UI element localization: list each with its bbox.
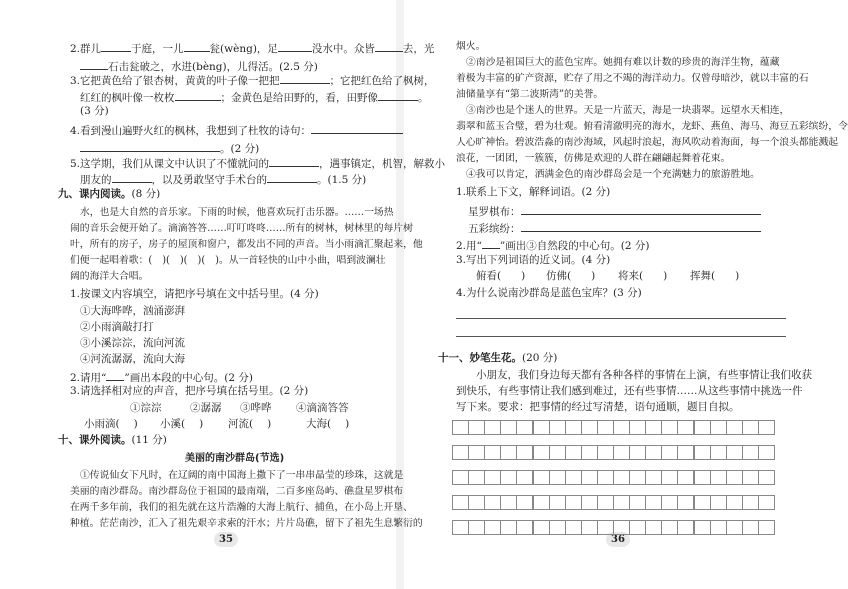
answer-line[interactable]	[456, 336, 786, 337]
passage-9-line: 叶，所有的房子，房子的屋顶和窗户，都发出不同的声音。当小雨滴汇聚起来，他	[70, 239, 423, 250]
grid-cell[interactable]	[468, 445, 485, 460]
grid-cell[interactable]	[758, 445, 775, 460]
grid-cell[interactable]	[694, 445, 711, 460]
writing-prompt-line: 写下来。要求：把事情的经过写清楚，语句通顺，题目自拟。	[456, 401, 740, 413]
grid-cell[interactable]	[597, 520, 614, 535]
grid-cell[interactable]	[677, 495, 694, 510]
option-3: ③小溪淙淙，流向河流	[80, 337, 185, 349]
grid-cell[interactable]	[661, 470, 678, 485]
question-4-line-2: 。(2 分)	[80, 140, 259, 156]
grid-cell[interactable]	[661, 420, 678, 435]
word-explain-2: 五彩缤纷：	[468, 220, 761, 236]
sound-fill-1[interactable]: 小雨滴( )	[84, 418, 138, 430]
answer-blank[interactable]	[311, 122, 403, 134]
grid-cell[interactable]	[581, 470, 598, 485]
answer-blank[interactable]	[80, 58, 108, 70]
grid-cell[interactable]	[565, 495, 582, 510]
question-5-line-2: 朋友的 ，以及勇敢坚守手术台的 。(1.5 分)	[80, 171, 366, 187]
answer-line[interactable]	[456, 318, 786, 319]
grid-cell[interactable]	[500, 470, 517, 485]
grid-cell[interactable]	[613, 420, 630, 435]
grid-cell[interactable]	[581, 520, 598, 535]
synonym-fill-1[interactable]: 俯看( )	[476, 270, 526, 282]
grid-cell[interactable]	[452, 470, 469, 485]
sound-fill-3[interactable]: 河流( )	[228, 418, 272, 430]
question-10-4: 4.为什么说南沙群岛是蓝色宝库？(3 分)	[456, 287, 642, 299]
grid-cell[interactable]	[710, 470, 727, 485]
grid-cell[interactable]	[484, 445, 501, 460]
grid-cell[interactable]	[516, 445, 533, 460]
passage-9-line: 们便一起唱着歌：( )( )( )( )。从一首轻快的山中小曲，唱到波澜壮	[70, 255, 386, 266]
grid-cell[interactable]	[758, 420, 775, 435]
grid-cell[interactable]	[645, 470, 662, 485]
grid-cell[interactable]	[468, 420, 485, 435]
grid-cell[interactable]	[710, 420, 727, 435]
grid-cell[interactable]	[677, 420, 694, 435]
grid-cell[interactable]	[597, 420, 614, 435]
grid-cell[interactable]	[758, 470, 775, 485]
grid-cell[interactable]	[597, 470, 614, 485]
grid-cell[interactable]	[500, 445, 517, 460]
grid-cell[interactable]	[645, 495, 662, 510]
grid-cell[interactable]	[516, 520, 533, 535]
article-para-2-line: 油储量享有“第二波斯湾”的美誉。	[456, 89, 604, 100]
answer-blank[interactable]	[267, 171, 317, 183]
answer-blank[interactable]	[101, 40, 131, 52]
grid-cell[interactable]	[549, 495, 566, 510]
option-4: ④河流潺潺，流向大海	[80, 353, 185, 365]
answer-blank[interactable]	[184, 40, 210, 52]
answer-blank[interactable]	[280, 72, 330, 84]
question-3-score: (3 分)	[80, 105, 109, 117]
question-2-line-1: 2.群儿 于庭，一儿 瓮(wèng)，足 没水中。众皆 去，光	[70, 40, 434, 56]
grid-cell[interactable]	[549, 470, 566, 485]
grid-cell[interactable]	[677, 520, 694, 535]
article-para-2-line: ②南沙是祖国巨大的蓝色宝库。她拥有难以计数的珍贵的海洋生物，蕴藏	[466, 57, 780, 68]
grid-cell[interactable]	[565, 520, 582, 535]
article-para-3-line: 人心旷神怡。碧波浩淼的南沙海域，风起时浪起，海风吹动着海面，每一个浪头都能溅起	[456, 137, 839, 148]
grid-cell[interactable]	[629, 495, 646, 510]
underline-mark	[482, 237, 500, 249]
question-9-3: 3.请选择相对应的声音，把序号填在括号里。(2 分)	[70, 385, 309, 397]
grid-cell[interactable]	[661, 520, 678, 535]
grid-cell[interactable]	[516, 470, 533, 485]
grid-cell[interactable]	[694, 470, 711, 485]
article-para-3-line: ③南沙也是个迷人的世界。天是一片蓝天，海是一块翡翠。远望水天相连，	[466, 105, 790, 116]
grid-cell[interactable]	[549, 420, 566, 435]
grid-cell[interactable]	[710, 520, 727, 535]
grid-cell[interactable]	[484, 495, 501, 510]
sound-fill-4[interactable]: 大海( )	[306, 418, 350, 430]
grid-cell[interactable]	[645, 520, 662, 535]
grid-cell[interactable]	[597, 495, 614, 510]
grid-cell[interactable]	[484, 470, 501, 485]
grid-cell[interactable]	[710, 495, 727, 510]
grid-cell[interactable]	[710, 445, 727, 460]
question-3-line-2: 红红的枫叶像一枚枚 ；金黄色是给田野的，看，田野像 。	[80, 89, 429, 105]
underline-mark	[106, 369, 124, 381]
grid-cell[interactable]	[549, 520, 566, 535]
grid-cell[interactable]	[500, 420, 517, 435]
grid-cell[interactable]	[726, 470, 743, 485]
answer-blank[interactable]	[278, 40, 312, 52]
grid-cell[interactable]	[758, 520, 775, 535]
grid-cell[interactable]	[452, 420, 469, 435]
question-3-line-1: 3.它把黄色给了银杏树，黄黄的叶子像一把把 ；它把红色给了枫树，	[70, 72, 435, 88]
question-10-3: 3.写出下列词语的近义词。(4 分)	[456, 254, 611, 266]
answer-blank[interactable]	[175, 89, 221, 101]
grid-cell[interactable]	[613, 520, 630, 535]
answer-blank[interactable]	[375, 40, 403, 52]
question-10-1: 1.联系上下文，解释词语。(2 分)	[456, 186, 611, 198]
sound-option: ①淙淙	[130, 402, 162, 414]
grid-cell[interactable]	[452, 445, 469, 460]
grid-cell[interactable]	[645, 445, 662, 460]
grid-cell[interactable]	[581, 445, 598, 460]
grid-cell[interactable]	[629, 445, 646, 460]
grid-cell[interactable]	[533, 495, 550, 510]
page-number: 36	[606, 532, 630, 547]
sound-option: ②潺潺	[190, 402, 222, 414]
option-1: ①大海哗哗，汹涌澎湃	[80, 305, 185, 317]
article-para-3-line: 翡翠和蓝玉合璧，碧为壮观。俯看清澈明亮的海水，龙虾、燕鱼、海马、海豆五彩缤纷，令	[456, 121, 848, 132]
answer-blank[interactable]	[269, 155, 319, 167]
question-9-1: 1.按课文内容填空，请把序号填在文中括号里。(4 分)	[70, 288, 319, 300]
grid-cell[interactable]	[500, 520, 517, 535]
question-9-2: 2.请用“ ”画出本段的中心句。(2 分)	[70, 369, 253, 385]
grid-cell[interactable]	[549, 445, 566, 460]
synonym-fill-3[interactable]: 将来( )	[618, 270, 668, 282]
grid-cell[interactable]	[661, 445, 678, 460]
writing-grid[interactable]	[452, 420, 774, 544]
grid-cell[interactable]	[468, 495, 485, 510]
passage-9-line: 阔的海洋大合唱。	[70, 271, 149, 282]
page-number: 35	[214, 532, 238, 547]
grid-cell[interactable]	[677, 470, 694, 485]
grid-cell[interactable]	[597, 445, 614, 460]
grid-cell[interactable]	[565, 445, 582, 460]
answer-blank[interactable]	[112, 171, 152, 183]
grid-cell[interactable]	[484, 420, 501, 435]
grid-cell[interactable]	[742, 520, 759, 535]
sound-fill-2[interactable]: 小溪( )	[160, 418, 204, 430]
question-10-2: 2.用“ ”画出③自然段的中心句。(2 分)	[456, 237, 649, 253]
sound-option: ③哗哗	[240, 402, 272, 414]
grid-cell[interactable]	[613, 495, 630, 510]
grid-cell[interactable]	[468, 520, 485, 535]
grid-cell[interactable]	[742, 495, 759, 510]
grid-cell[interactable]	[645, 420, 662, 435]
synonym-fill-4[interactable]: 挥舞( )	[690, 270, 740, 282]
grid-cell[interactable]	[516, 420, 533, 435]
grid-cell[interactable]	[484, 520, 501, 535]
article-para-1-line: 种植。茫茫南沙，汇入了祖先艰辛求索的汗水；片片岛礁，留下了祖先生息繁衍的	[70, 518, 423, 529]
grid-cell[interactable]	[500, 495, 517, 510]
article-para-4: ④我可以肯定，洒满金色的南沙群岛会是一个充满魅力的旅游胜地。	[466, 169, 760, 180]
grid-cell[interactable]	[613, 445, 630, 460]
grid-cell[interactable]	[629, 470, 646, 485]
grid-cell[interactable]	[581, 495, 598, 510]
grid-cell[interactable]	[726, 445, 743, 460]
grid-cell[interactable]	[758, 495, 775, 510]
word-explain-1: 星罗棋布：	[468, 203, 761, 219]
grid-cell[interactable]	[533, 520, 550, 535]
grid-cell[interactable]	[742, 445, 759, 460]
grid-cell[interactable]	[452, 520, 469, 535]
grid-cell[interactable]	[629, 420, 646, 435]
grid-cell[interactable]	[565, 470, 582, 485]
passage-9-line: 水，也是大自然的音乐家。下雨的时候，他喜欢玩打击乐器。……一场热	[80, 207, 394, 218]
grid-cell[interactable]	[468, 470, 485, 485]
answer-blank[interactable]	[521, 203, 761, 215]
sound-option: ④滴滴答答	[296, 402, 349, 414]
grid-cell[interactable]	[533, 470, 550, 485]
article-continuation: 烟火。	[456, 41, 486, 52]
grid-cell[interactable]	[533, 445, 550, 460]
section-10-heading: 十、课外阅读。(11 分)	[58, 434, 167, 446]
grid-cell[interactable]	[742, 420, 759, 435]
question-2-line-2: 石击瓮破之，水进(bèng)，儿得活。(2.5 分)	[80, 58, 318, 74]
grid-cell[interactable]	[581, 420, 598, 435]
article-para-1-line: 在两千多年前，我们的祖先就在这片浩瀚的大海上航行、捕鱼，在小岛上开垦、	[70, 502, 413, 513]
grid-cell[interactable]	[726, 420, 743, 435]
passage-9-line: 闹的音乐会便开始了。滴滴答答……叮叮咚咚……所有的树林，树林里的每片树	[70, 223, 413, 234]
writing-prompt-line: 小朋友，我们身边每天都有各种各样的事情在上演，有些事情让我们收获	[476, 369, 812, 381]
grid-cell[interactable]	[694, 420, 711, 435]
article-para-2-line: 着极为丰富的矿产资源，贮存了用之不竭的海洋动力。仅曾母暗沙，就以丰富的石	[456, 73, 809, 84]
grid-cell[interactable]	[613, 470, 630, 485]
answer-blank[interactable]	[80, 140, 220, 152]
grid-cell[interactable]	[452, 495, 469, 510]
grid-cell[interactable]	[742, 470, 759, 485]
question-4-line-1: 4.看到漫山遍野火红的枫林，我想到了杜牧的诗句：	[70, 122, 403, 138]
article-title: 美丽的南沙群岛(节选)	[185, 453, 285, 464]
section-9-heading: 九、课内阅读。(8 分)	[58, 188, 161, 200]
grid-cell[interactable]	[629, 520, 646, 535]
grid-cell[interactable]	[533, 420, 550, 435]
grid-cell[interactable]	[661, 495, 678, 510]
section-11-heading: 十一、妙笔生花。(20 分)	[438, 352, 558, 364]
question-5-line-1: 5.这学期，我们从课文中认识了不懂就问的 ，遇事镇定，机智，解救小	[70, 155, 445, 171]
grid-cell[interactable]	[726, 520, 743, 535]
synonym-fill-2[interactable]: 仿佛( )	[546, 270, 596, 282]
article-para-1-line: 美丽的南沙群岛。南沙群岛位于祖国的最南端，二百多座岛屿、礁盘星罗棋布	[70, 486, 404, 497]
article-para-3-line: 浪花，一团团，一簇簇，仿佛是欢迎的人群在翩翩起舞着花束。	[456, 153, 731, 164]
answer-blank[interactable]	[521, 220, 761, 232]
grid-cell[interactable]	[694, 520, 711, 535]
option-2: ②小雨滴敲打打	[80, 321, 154, 333]
grid-cell[interactable]	[726, 495, 743, 510]
grid-cell[interactable]	[677, 445, 694, 460]
writing-prompt-line: 到快乐，有些事情让我们感到难过，还有些事情……从这些事情中挑选一件	[456, 385, 803, 397]
article-para-1-line: ①传说仙女下凡时，在辽阔的南中国海上撒下了一串串晶莹的珍珠，这就是	[80, 470, 404, 481]
grid-cell[interactable]	[516, 495, 533, 510]
grid-cell[interactable]	[565, 420, 582, 435]
grid-cell[interactable]	[694, 495, 711, 510]
